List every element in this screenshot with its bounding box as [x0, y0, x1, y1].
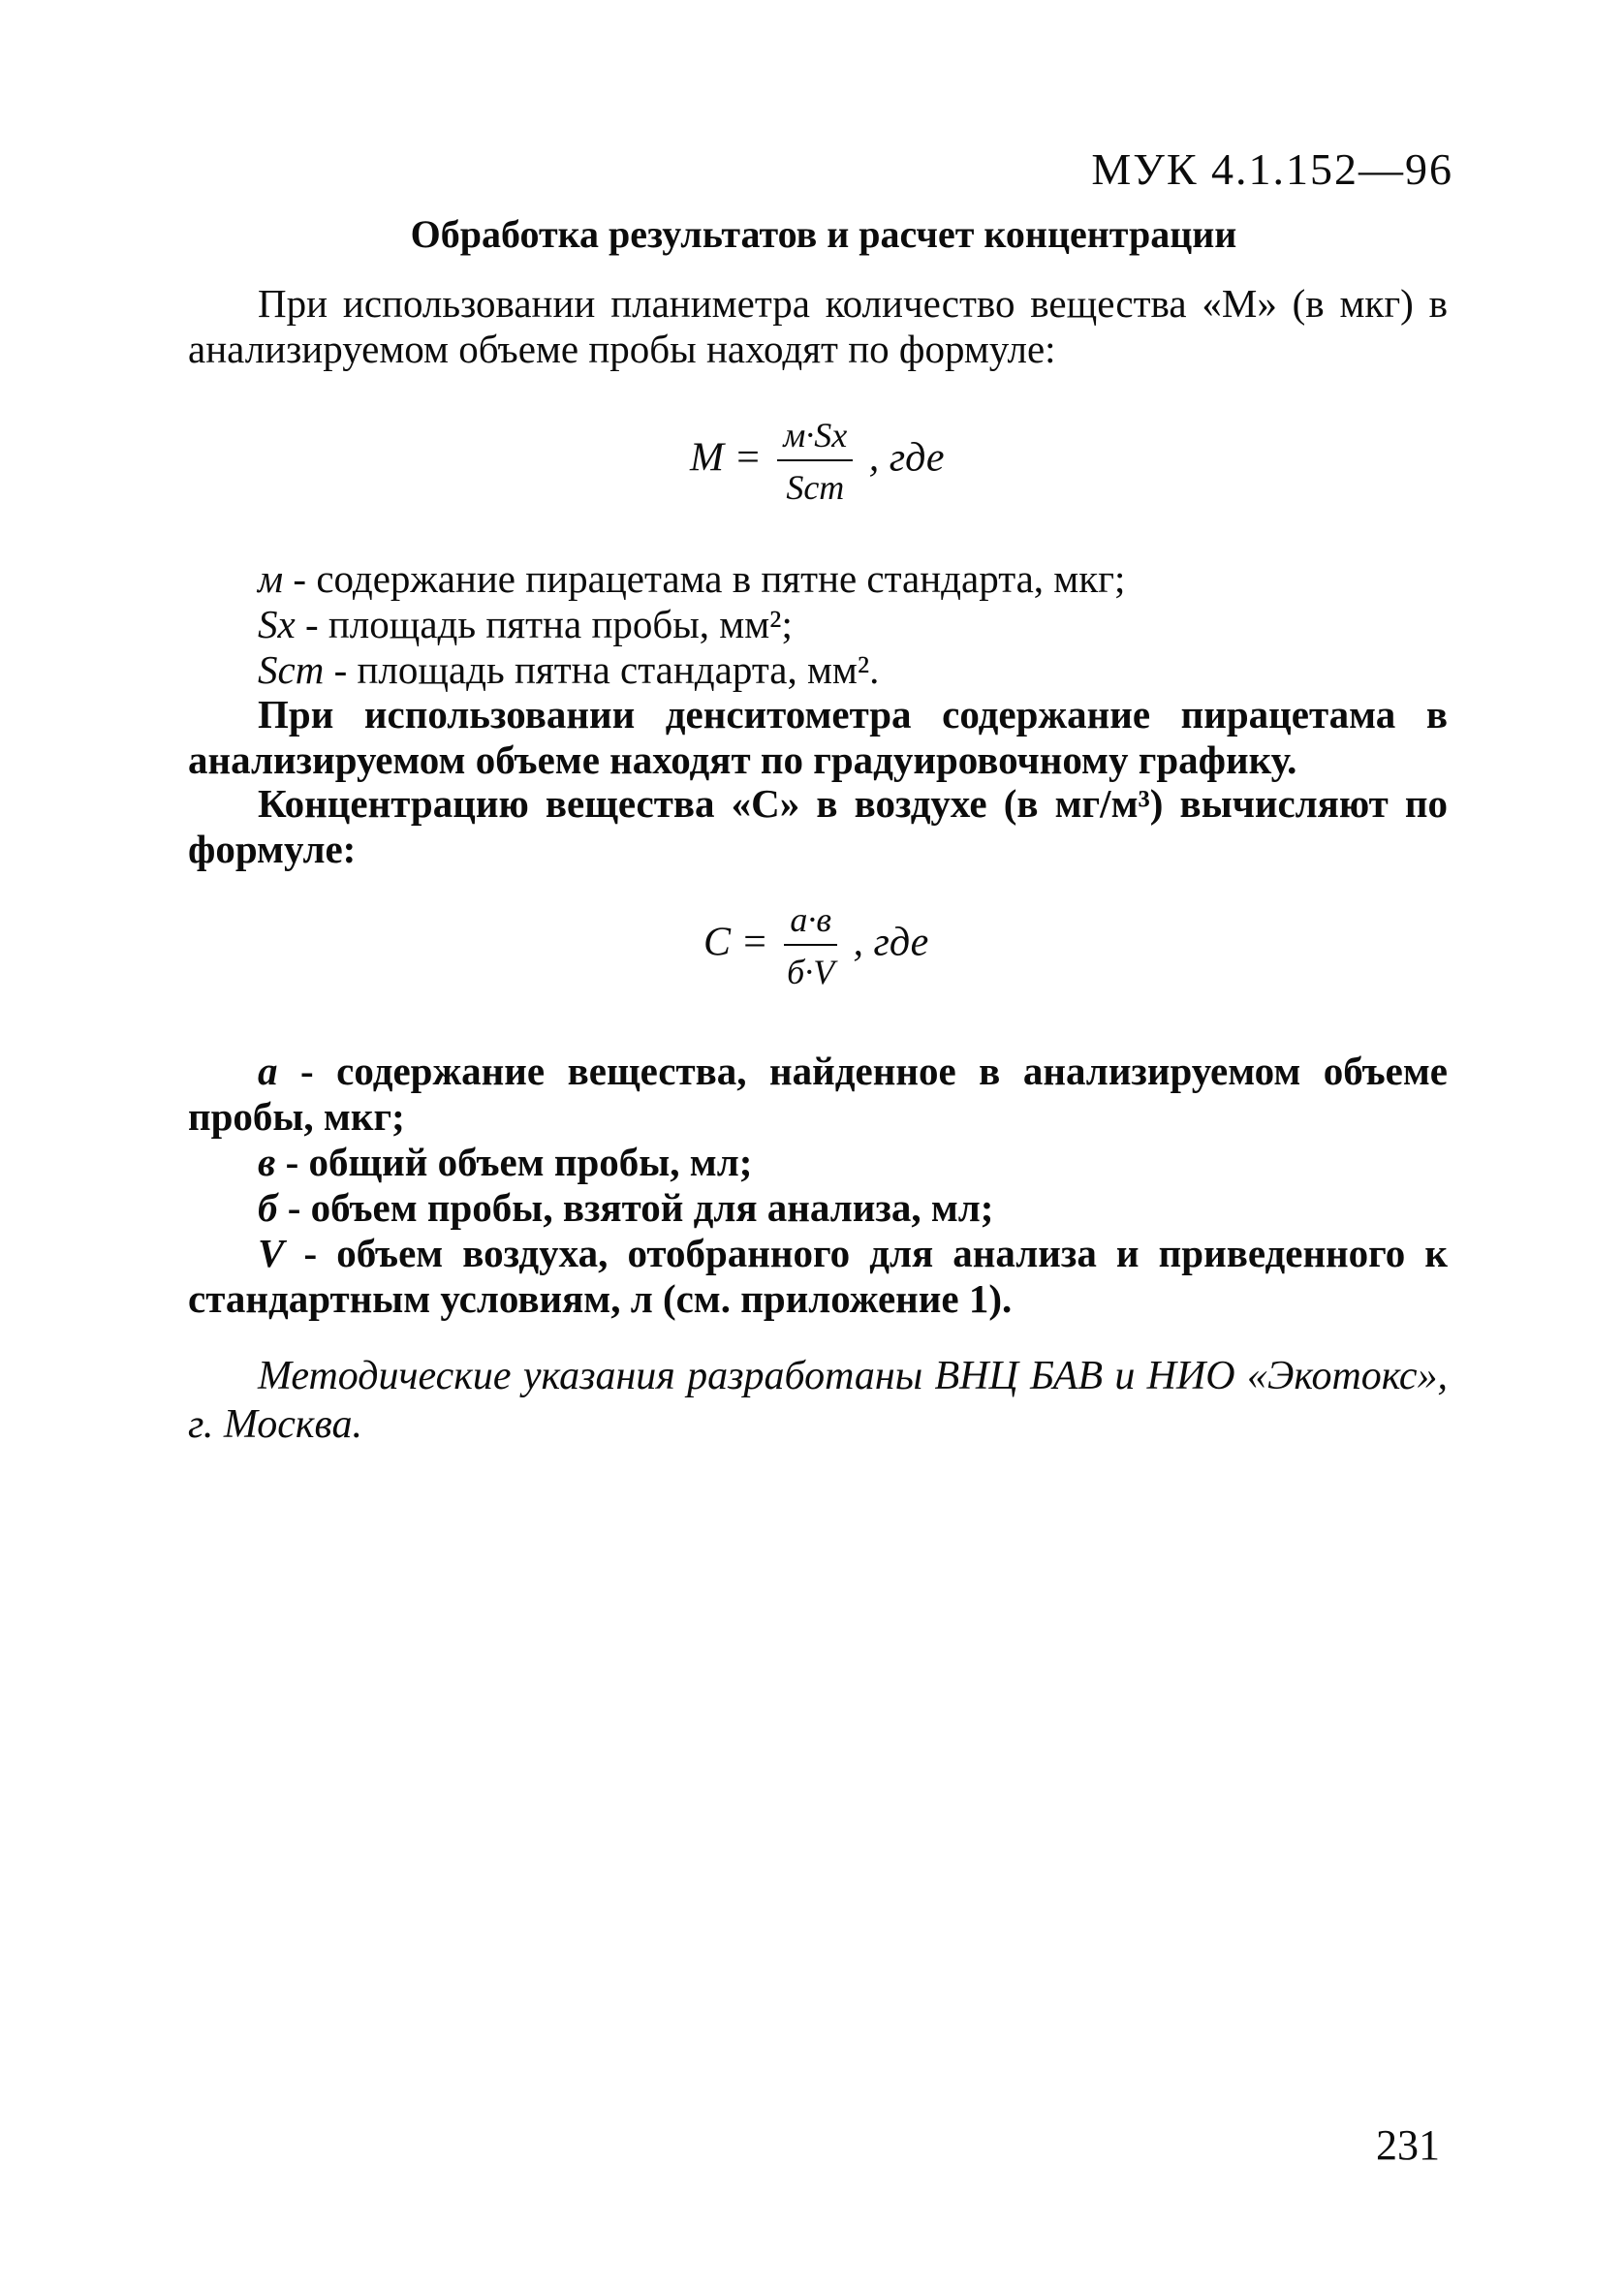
formula-mass [690, 415, 945, 508]
legend-symbol: Scm [258, 647, 325, 692]
legend-text: - площадь пятна стандарта, мм². [324, 647, 880, 692]
page-number: 231 [1376, 2121, 1440, 2169]
legend-symbol: V [258, 1231, 285, 1275]
section-heading: Обработка результатов и расчет концентрации [410, 212, 1237, 256]
legend-symbol: а [258, 1049, 278, 1093]
formula-concentration [703, 899, 928, 992]
legend-symbol: б [258, 1185, 278, 1230]
legend-text: - содержание вещества, найденное в анализируемом объеме пробы, мкг; [188, 1049, 1448, 1139]
legend-symbol: Sx [258, 602, 296, 646]
formula-concentration-lhs: С = [703, 920, 768, 965]
formula-concentration-numerator: а·в [784, 899, 837, 946]
legend-text: - площадь пятна пробы, мм²; [295, 602, 793, 646]
legend-item [258, 556, 1448, 602]
paragraph-densitometer: При использовании денситометра содержание пирацетама в анализируемом объеме находят по градуировочному графику. [188, 692, 1448, 782]
legend-text: - объем пробы, взятой для анализа, мл; [277, 1185, 994, 1230]
document-code: МУК 4.1.152—96 [1091, 144, 1453, 194]
formula-mass-numerator: м·Sx [777, 415, 853, 461]
legend-item [258, 602, 1448, 647]
formula-mass-lhs: М = [690, 435, 762, 481]
legend-text: - содержание пирацетама в пятне стандарта, мкг; [283, 556, 1126, 601]
formula-concentration-fraction [784, 899, 837, 992]
legend-text: - объем воздуха, отобранного для анализа и приведенного к стандартным условиям, л (см. приложение 1). [188, 1231, 1448, 1321]
paragraph-planimeter: При использовании планиметра количество вещества «М» (в мкг) в анализируемом объеме пробы находят по формуле: [188, 281, 1448, 371]
legend-item [188, 1231, 1448, 1322]
legend-item [188, 1140, 1448, 1185]
legend-item [188, 1049, 1448, 1140]
legend-symbol: м [258, 556, 284, 601]
legend-concentration [188, 1049, 1448, 1322]
formula-mass-denominator: Scm [786, 468, 845, 507]
legend-mass [188, 556, 1448, 693]
legend-item [188, 1185, 1448, 1231]
paragraph-concentration: Концентрацию вещества «С» в воздухе (в мг/м³) вычисляют по формуле: [188, 781, 1448, 871]
credit-note: Методические указания разработаны ВНЦ БАВ и НИО «Экотокс», г. Москва. [188, 1354, 1448, 1447]
formula-mass-fraction [777, 415, 853, 508]
legend-text: - общий объем пробы, мл; [275, 1140, 753, 1184]
formula-concentration-denominator: б·V [787, 953, 835, 991]
legend-item [258, 647, 1448, 693]
formula-concentration-suffix: , где [853, 920, 929, 965]
formula-mass-suffix: , где [868, 435, 945, 481]
legend-symbol: в [258, 1140, 276, 1184]
